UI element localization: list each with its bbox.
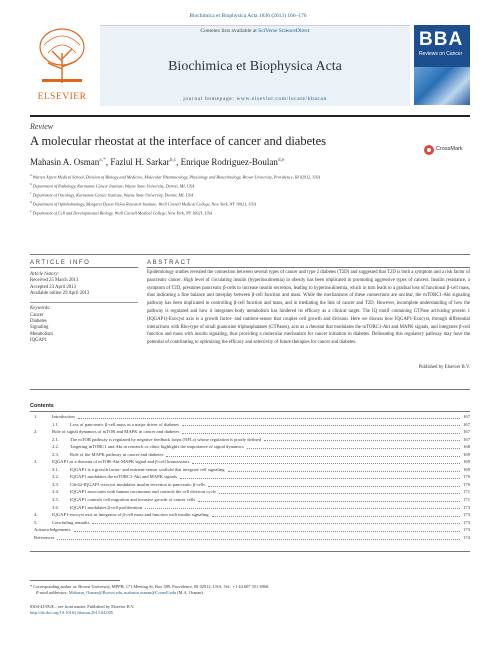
toc-number: 1.	[34, 414, 38, 419]
toc-leader	[180, 478, 460, 479]
footnote-rule	[30, 580, 120, 581]
toc-title: IQGAP1 controls cell migration and invasive growth of cancer cells	[70, 497, 196, 503]
keyword: IQGAP1	[30, 338, 48, 344]
toc-entry[interactable]	[30, 519, 470, 527]
corresponding-author-note: * Corresponding author at: Brown University, MPPB, 171 Meeting St, Box 389, Providence, RI 02912, USA. Tel.: +1 44 607 351 3868.	[30, 584, 270, 589]
toc-leader	[166, 456, 460, 457]
divider	[30, 389, 470, 390]
author-marks[interactable]: b,c	[169, 157, 177, 163]
journal-masthead	[30, 25, 470, 115]
elsevier-wordmark: ELSEVIER	[37, 92, 87, 102]
toc-entry[interactable]	[30, 504, 470, 512]
toc-entry[interactable]	[30, 473, 470, 481]
toc-page: 167	[463, 414, 470, 419]
toc-title: IQGAP1 as a rheostat of mTOR-Akt-MAPK signal and β-cell homeostasis	[52, 459, 190, 465]
elsevier-tree-icon	[34, 25, 90, 85]
affiliation: $^a$ Warren Alpert Medical School, Division of Biology and Medicine, Molecular Pharmacology, Physiology and Biotechnology, Brown University, Providence, RI 02912, USA	[30, 173, 321, 180]
toc-entry[interactable]	[30, 451, 470, 459]
divider	[30, 267, 138, 268]
toc-leader	[247, 448, 460, 449]
toc-title: The mTOR pathway is regulated by negative feedback loops (NFLs) whose regulation is poorly defined	[70, 436, 262, 442]
toc-leader	[182, 433, 460, 434]
journal-title: Biochimica et Biophysica Acta	[168, 59, 342, 74]
toc-number: 3.6.	[52, 504, 59, 510]
toc-page: 173	[463, 512, 470, 518]
toc-number: 3.1.	[52, 466, 59, 472]
contents-prefix: Contents lists available at	[200, 28, 257, 34]
toc-leader	[78, 418, 460, 419]
toc-title: IQGAP1 is a growth factor- and nutrient-sensor scaffold that integrate cell signaling	[70, 466, 225, 472]
keyword: Signaling	[30, 325, 49, 331]
toc-leader	[198, 501, 460, 502]
toc-title: Acknowledgements	[34, 527, 71, 533]
toc-number: 3.4.	[52, 489, 59, 495]
toc-leader	[212, 516, 460, 517]
toc-entry[interactable]	[30, 443, 470, 451]
history-accepted: Accepted 23 April 2013	[30, 284, 76, 290]
elsevier-logo	[30, 25, 94, 105]
toc-leader	[182, 425, 460, 426]
toc-leader	[208, 486, 460, 487]
email-suffix: (M.A. Osman).	[177, 590, 204, 596]
toc-page: 167	[463, 421, 470, 427]
toc-entry[interactable]	[30, 413, 470, 421]
toc-number: 3.5.	[52, 497, 59, 503]
article-info	[30, 272, 138, 345]
article-info-heading: ARTICLE INFO	[30, 260, 91, 266]
contents-availability	[100, 28, 410, 34]
toc-page: 171	[463, 497, 470, 503]
toc-page: 169	[463, 466, 470, 472]
toc-title: IQGAP1-exocyst axis as integrator of β-cell mass and function with insulin signaling	[52, 512, 209, 518]
toc-title: Concluding remarks	[52, 519, 90, 525]
author-name[interactable]: Enrique Rodriguez-Boulan	[180, 157, 278, 167]
affiliations	[30, 172, 470, 217]
toc-entry[interactable]	[30, 526, 470, 534]
author-marks[interactable]: d,e	[277, 157, 285, 163]
author-list	[30, 157, 284, 167]
copyright-block	[30, 604, 470, 617]
divider	[30, 551, 470, 552]
toc-leader	[74, 531, 460, 532]
toc-page: 167	[463, 429, 470, 435]
toc-page: 170	[463, 474, 470, 480]
crossmark-badge[interactable]	[424, 144, 470, 156]
journal-cover-thumbnail	[414, 25, 470, 105]
toc-entry[interactable]	[30, 534, 470, 542]
masthead-rule	[30, 115, 470, 117]
toc-leader	[92, 523, 460, 524]
toc-title: IQGAP1 modulates β-cell proliferation	[70, 504, 143, 510]
toc-page: 174	[463, 534, 470, 540]
toc-number: 2.	[34, 429, 38, 435]
publisher-note: Published by Elsevier B.V.	[418, 365, 470, 370]
sciencedirect-link[interactable]: SciVerse ScienceDirect	[258, 28, 310, 34]
keywords-label: Keywords:	[30, 306, 51, 312]
cover-image	[414, 67, 470, 105]
toc-page: 173	[463, 504, 470, 510]
toc-page: 173	[463, 527, 470, 533]
affiliation: $^c$ Department of Oncology, Karmanos Cancer Institute, Wayne State University, Detroit, MI, USA	[30, 191, 194, 198]
author-separator: ,	[105, 157, 111, 167]
toc-number: 2.2.	[52, 444, 59, 450]
crossmark-label: CrossMark	[436, 146, 463, 152]
toc-entry[interactable]	[30, 496, 470, 504]
divider	[147, 267, 470, 268]
author-name[interactable]: Mahasin A. Osman	[30, 157, 100, 167]
toc-title: Cdc42-IQGAP1-exocyst modulates insulin secretion in pancreatic β-cells	[70, 481, 206, 487]
toc-title: Targeting mTORC1 and Akt in research or clinic highlights the importance of signal dynamics	[70, 444, 244, 450]
toc-number: 1.1.	[52, 421, 59, 427]
toc-number: 2.1.	[52, 436, 59, 442]
contents-heading: Contents	[30, 403, 54, 409]
keyword: Metabolism	[30, 331, 53, 337]
keyword: Cancer	[30, 312, 44, 318]
divider	[30, 411, 470, 412]
keyword: Diabetes	[30, 319, 47, 325]
toc-number: 4.	[34, 512, 38, 518]
toc-entry[interactable]	[30, 458, 470, 466]
homepage-prefix: journal homepage:	[183, 96, 237, 102]
email-label: E-mail addresses:	[36, 590, 68, 596]
toc-number: 5.	[34, 519, 38, 525]
article-type: Review	[30, 122, 54, 131]
toc-entry[interactable]	[30, 466, 470, 474]
toc-leader	[219, 493, 460, 494]
toc-entry[interactable]	[30, 511, 470, 519]
history-received: Received 25 March 2013	[30, 278, 79, 284]
toc-entry[interactable]	[30, 488, 470, 496]
toc-entry[interactable]	[30, 421, 470, 429]
toc-leader	[264, 440, 460, 441]
toc-entry[interactable]	[30, 481, 470, 489]
abstract-heading: ABSTRACT	[147, 260, 192, 266]
toc-page: 168	[463, 444, 470, 450]
toc-entry[interactable]	[30, 428, 470, 436]
toc-title: References	[34, 534, 55, 540]
affiliation: $^d$ Department of Ophthalmology, Margaret Dyson Vision Research Institute, Weill Cornell Medical College, New York, NY 10021, USA	[30, 200, 257, 207]
author-separator: ,	[176, 157, 181, 167]
footnotes	[30, 584, 470, 597]
toc-page: 170	[463, 481, 470, 487]
crossmark-icon	[424, 145, 434, 155]
toc-title: IQGAP1 associates with human carcinomas and controls the cell division cycle	[70, 489, 216, 495]
divider	[30, 254, 470, 255]
toc-entry[interactable]	[30, 436, 470, 444]
table-of-contents	[30, 413, 470, 541]
divider	[30, 302, 138, 303]
running-head: Biochimica et Biophysica Acta 1836 (2013) 166–176	[189, 13, 307, 19]
toc-title: Introduction	[52, 414, 75, 419]
homepage-link[interactable]: www.elsevier.com/locate/bbacan	[236, 96, 327, 102]
affiliation: $^b$ Department of Pathology, Karmanos Cancer Institute, Wayne State University, Detroit, MI, USA	[30, 182, 195, 189]
email-links[interactable]: Mahasin_Osman@Brown.edu, mahasin.osman@Cornell.edu	[68, 590, 177, 596]
cover-title: BBA	[419, 29, 464, 50]
toc-page: 171	[463, 489, 470, 495]
toc-number: 3.	[34, 459, 38, 465]
affiliation: $^e$ Department of Cell and Developmental Biology, Weill Cornell Medical College, New York, NY 10021, USA	[30, 209, 213, 216]
cover-subtitle: Reviews on Cancer	[419, 51, 463, 57]
toc-title: Role of signal dynamics of mTOR and MAPK in cancer and diabetes	[52, 429, 180, 435]
history-online: Available online 29 April 2013	[30, 291, 90, 297]
toc-page: 173	[463, 519, 470, 525]
email-note	[30, 590, 470, 596]
journal-homepage	[100, 96, 410, 102]
toc-number: 3.2.	[52, 474, 59, 480]
abstract-text: Epidemiology studies revealed the connection between several types of cancer and type 2 diabetes (T2D) and suggested that T2D is both a symptom and a risk factor of pancreatic cancer. High level of circulating insulin (hyperinsulinemia) in obesity has been implicated in promoting aggressive types of cancers. Insulin resistance, a symptom of T2D, presumes pancreatic β-cells to increase insulin secretion, leading to hyperinsulinemia, which in turn leads to a gradual loss of functional β-cell mass, thus indicating a fine balance and interplay between β-cell function and mass. While the mechanisms of these connections are unclear, the mTORC1-Akt signaling pathway has been implicated in controlling β-cell function and mass, and in mediating the link of cancer and T2D. However, incomplete understanding of how the pathway is regulated and how it integrates body metabolism has hindered its efficacy as a clinical target. The IQ motif containing GTPase activating protein 1 (IQGAP1)-Exocyst axis is a growth factor- and nutrient-sensor that couples cell growth and division. Here we discuss how IQGAP1-Exocyst, through differential interactions with Rho-type of small guanosine triphosphatases (GTPases), acts as a rheostat that modulates the mTORC1-Akt and MAPK signals, and integrates β-cell function and mass with insulin signaling, thus providing a molecular mechanism for cancer initiation in diabetes. Delineating this regulatory pathway may have the potential of contributing to optimizing the efficacy and selectivity of future therapies for cancer and diabetes.	[147, 270, 470, 346]
toc-leader	[145, 508, 460, 509]
toc-title: Role of the MAPK pathway in cancer and diabetes	[70, 451, 164, 457]
copyright-line: 0304-419X/$ – see front matter. Published by Elsevier B.V.	[30, 604, 135, 609]
doi-link[interactable]: http://dx.doi.org/10.1016/j.bbacan.2013.04.005	[30, 610, 113, 616]
toc-page: 169	[463, 451, 470, 457]
journal-banner	[100, 25, 410, 106]
toc-leader	[228, 471, 460, 472]
toc-title: Loss of pancreatic β-cell mass as a major driver of diabetes	[70, 421, 179, 427]
article-title: A molecular rheostat at the interface of cancer and diabetes	[30, 134, 327, 148]
author-name[interactable]: Fazlul H. Sarkar	[110, 157, 170, 167]
toc-number: 2.3.	[52, 451, 59, 457]
toc-page: 169	[463, 459, 470, 465]
author-marks[interactable]: a,*	[99, 157, 106, 163]
toc-page: 167	[463, 436, 470, 442]
toc-leader	[192, 463, 460, 464]
toc-title: IQGAP1 modulates the mTORC1-Akt and MAPK signals	[70, 474, 177, 480]
toc-number: 3.3.	[52, 481, 59, 487]
history-label: Article history:	[30, 272, 60, 277]
toc-leader	[57, 539, 460, 540]
